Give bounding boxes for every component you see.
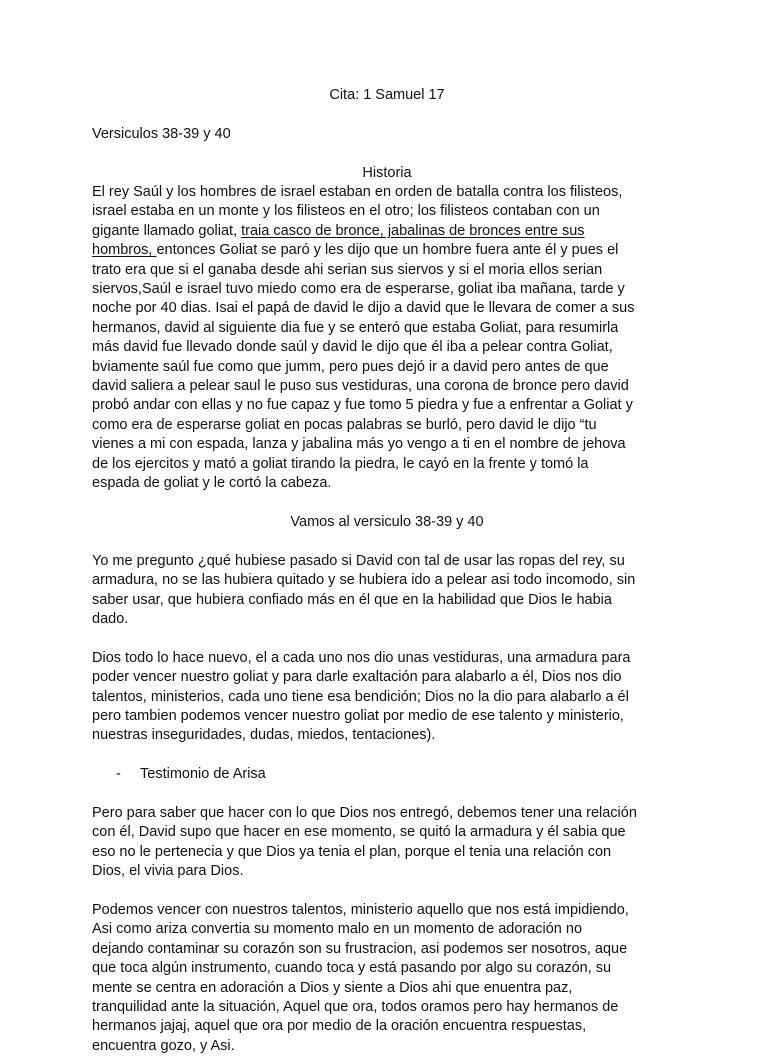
paragraph-line: vienes a mi con espada, lanza y jabalina más yo vengo a ti en el nombre de jehova: [92, 436, 626, 453]
paragraph-line: tranquilidad ante la situación, Aquel que ora, todos oramos pero hay hermanos de: [92, 998, 619, 1015]
paragraph-line: hermanos, david al siguiente dia fue y se enteró que estaba Goliat, para resumirla: [92, 319, 619, 336]
paragraph-line: dejando contaminar su corazón son su frustracion, asi podemos ser nosotros, aque: [92, 940, 628, 957]
bullet-dash: -: [116, 766, 121, 783]
paragraph-line: bviamente saúl fue como que jumm, pero pues dejó ir a david pero antes de que: [92, 358, 609, 375]
paragraph-line: [92, 222, 682, 241]
paragraph-line: nuestras inseguridades, dudas, miedos, tentaciones).: [92, 727, 436, 744]
paragraph-line: como era de esperarse goliat en pocas palabras se burló, pero david le dijo “tu: [92, 416, 597, 433]
paragraph-line: noche por 40 dias. Isai el papá de david le dijo a david que le llevara de comer a sus: [92, 300, 635, 317]
paragraph-line: siervos,Saúl e israel tuvo miedo como era de esperarse, goliat iba mañana, tarde y: [92, 281, 625, 298]
paragraph-text: gigante llamado goliat,: [92, 222, 242, 239]
paragraph-line: eso no le pertenecia y que Dios ya tenia el plan, porque el tenia una relación con: [92, 843, 612, 860]
citation-heading: Cita: 1 Samuel 17: [329, 87, 445, 103]
paragraph-text: entonces Goliat se paró y les dijo que un hombre fuera ante él y pues el: [156, 242, 619, 259]
paragraph-line: Podemos vencer con nuestros talentos, ministerio aquello que nos está impidiendo,: [92, 901, 629, 918]
paragraph-relacion: [92, 804, 682, 882]
paragraph-line: mente se centra en adoración a Dios y siente a Dios ahi que enuentra paz,: [92, 979, 573, 996]
paragraph-line: encuentra gozo, y Asi.: [92, 1037, 235, 1054]
bullet-item: [92, 765, 682, 784]
paragraph-line: talentos, ministerios, cada uno tiene esa bendición; Dios no la dio para alabarlo a él: [92, 688, 629, 705]
paragraph-line: [92, 241, 682, 260]
bullet-text: Testimonio de Arisa: [140, 766, 266, 783]
paragraph-line: El rey Saúl y los hombres de israel estaban en orden de batalla contra los filisteos,: [92, 184, 623, 200]
spacer: [92, 629, 682, 648]
paragraph-talentos: [92, 901, 682, 1056]
verses-label: Versiculos 38-39 y 40: [92, 125, 231, 142]
underlined-text: hombros,: [92, 242, 157, 259]
paragraph-line: trato era que si el ganaba desde ahi serian sus siervos y si el moria ellos serian: [92, 261, 603, 278]
paragraph-line: israel estaba en un monte y los filisteos en el otro; los filisteos contaban con un: [92, 203, 600, 220]
paragraph-line: Asi como ariza convertia su momento malo en un momento de adoración no: [92, 921, 583, 938]
spacer: [92, 746, 682, 765]
paragraph-line: poder vencer nuestro goliat y para darle exaltación para alabarlo a él, Dios nos dio: [92, 669, 622, 686]
spacer: [92, 144, 682, 163]
spacer: [92, 532, 682, 551]
paragraph-line: más david fue llevado donde saúl y david le dijo que él iba a pelear contra Goliat,: [92, 339, 613, 356]
paragraph-line: que toca algún instrumento, cuando toca y está pasando por algo su corazón, su: [92, 960, 612, 977]
paragraph-line: Pero para saber que hacer con lo que Dios nos entregó, debemos tener una relación: [92, 804, 637, 821]
paragraph-line: Dios, el vivia para Dios.: [92, 863, 244, 880]
paragraph-line: hermanos jajaj, aquel que ora por medio de la oración encuentra respuestas,: [92, 1018, 587, 1035]
underlined-text: traia casco de bronce, jabalinas de bronces entre sus: [241, 222, 585, 239]
paragraph-line: Dios todo lo hace nuevo, el a cada uno nos dio unas vestiduras, una armadura para: [92, 649, 631, 666]
paragraph-vestiduras: [92, 649, 682, 746]
spacer: [92, 882, 682, 901]
paragraph-line: saber usar, que hubiera confiado más en él que en la habilidad que Dios le habia: [92, 591, 612, 608]
paragraph-pregunta: [92, 552, 682, 630]
spacer: [92, 494, 682, 513]
vamos-heading: Vamos al versiculo 38-39 y 40: [290, 513, 484, 530]
paragraph-line: dado.: [92, 610, 129, 627]
paragraph-line: de los ejercitos y mató a goliat tirando la piedra, le cayó en la frente y tomó la: [92, 455, 589, 472]
spacer: [92, 785, 682, 804]
paragraph-line: armadura, no se las hubiera quitado y se hubiera ido a pelear asi todo incomodo, sin: [92, 572, 636, 589]
document-page: [92, 86, 682, 1056]
paragraph-line: david saliera a pelear saul le puso sus vestiduras, una corona de bronce pero david: [92, 378, 629, 395]
historia-heading: Historia: [362, 164, 412, 181]
historia-paragraph: [92, 183, 682, 494]
spacer: [92, 105, 682, 124]
paragraph-line: espada de goliat y le cortó la cabeza.: [92, 475, 332, 492]
paragraph-line: con él, David supo que hacer en ese momento, se quitó la armadura y él sabia que: [92, 824, 626, 841]
paragraph-line: probó andar con ellas y no fue capaz y fue tomo 5 piedra y fue a enfrentar a Goliat y: [92, 397, 633, 414]
paragraph-line: Yo me pregunto ¿qué hubiese pasado si David con tal de usar las ropas del rey, su: [92, 552, 625, 569]
paragraph-line: pero tambien podemos vencer nuestro goliat por medio de ese talento y ministerio,: [92, 707, 624, 724]
